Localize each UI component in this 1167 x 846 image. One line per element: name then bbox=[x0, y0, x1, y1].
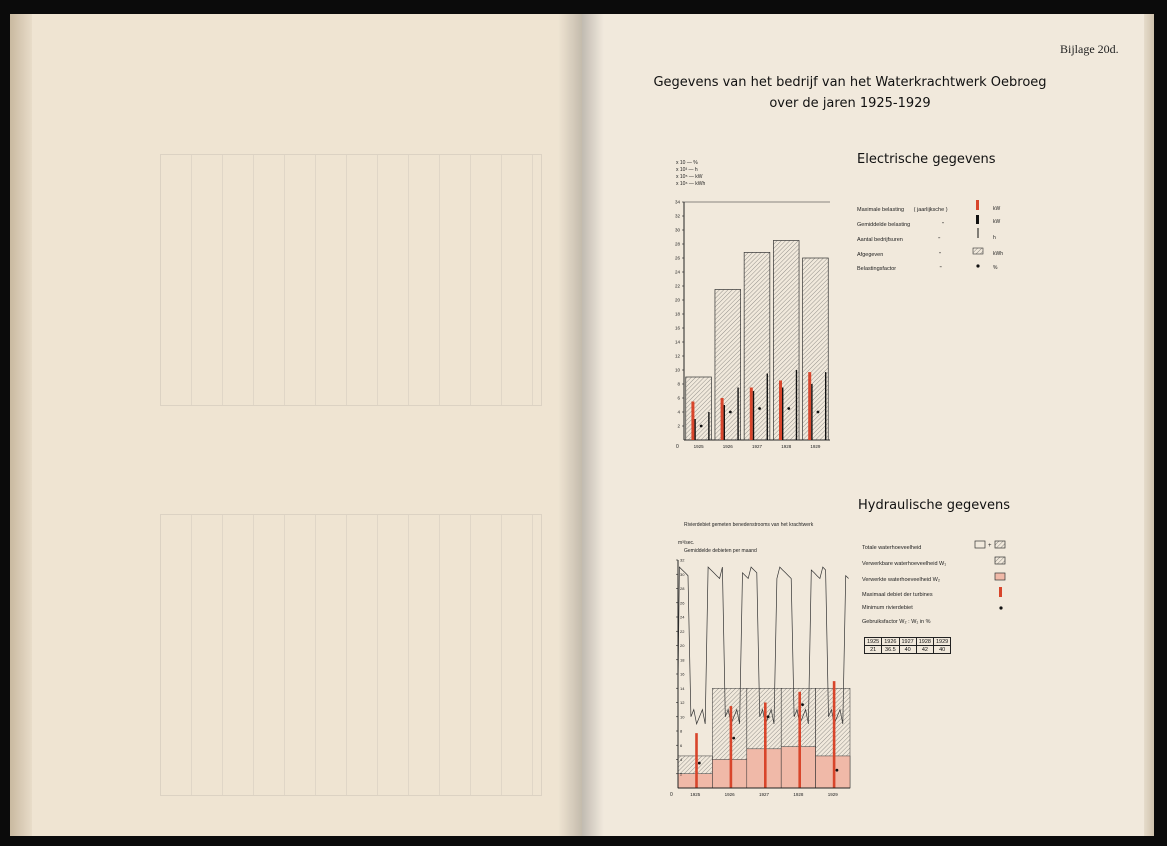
y-tick-label: 10 bbox=[674, 367, 680, 373]
table-cell: 40 bbox=[934, 646, 951, 654]
hydraulic-note-1: Rivierdebiet gemeten benedenstrooms van het krachtwerk bbox=[684, 522, 814, 528]
load-factor-point bbox=[729, 411, 732, 414]
unit-line: x 10⁵ — kW bbox=[676, 174, 703, 180]
y-tick-label: 28 bbox=[674, 241, 680, 247]
table-cell: 42 bbox=[916, 646, 933, 654]
y-tick-label: 26 bbox=[674, 255, 680, 261]
swatch-min-flow bbox=[999, 606, 1002, 609]
max-load-bar bbox=[808, 372, 811, 440]
table-cell: 1928 bbox=[916, 638, 933, 646]
legend-label: Verwerkbare waterhoeveelheid W₁ bbox=[862, 561, 947, 567]
swatch-avg-load bbox=[976, 215, 979, 224]
y-tick-label: 22 bbox=[680, 628, 685, 634]
legend-unit: kW bbox=[993, 206, 1001, 212]
avg-load-bar bbox=[694, 419, 695, 440]
legend-label: Aantal bedrijfsuren bbox=[857, 237, 903, 243]
page-label: Bijlage 20d. bbox=[1060, 42, 1119, 56]
delivered-bar bbox=[715, 290, 741, 441]
legend-label: Verwerkte waterhoeveelheid W₂ bbox=[862, 577, 940, 583]
y-tick-label: 8 bbox=[677, 381, 680, 387]
y-tick-label: 2 bbox=[677, 423, 680, 429]
hydraulic-heading: Hydraulische gegevens bbox=[858, 498, 1010, 513]
max-turbine-bar bbox=[833, 681, 836, 788]
legend-label: Minimum rivierdebiet bbox=[862, 605, 913, 611]
unit-line: x 10⁶ — kWh bbox=[676, 181, 706, 187]
load-factor-point bbox=[817, 411, 820, 414]
bleed-through-chart-top bbox=[160, 154, 542, 406]
max-turbine-bar bbox=[695, 733, 698, 788]
w2-band bbox=[816, 756, 850, 788]
swatch-max-turbine bbox=[999, 587, 1002, 597]
legend-unit: kWh bbox=[993, 251, 1003, 257]
x-tick-label: 1929 bbox=[810, 444, 821, 449]
legend-extra: " bbox=[939, 266, 942, 272]
x-tick-label: 1927 bbox=[751, 444, 763, 449]
x-tick-label: 1929 bbox=[827, 792, 838, 797]
unit-line: x 10³ — h bbox=[676, 167, 698, 173]
delivered-bar bbox=[773, 241, 799, 441]
avg-load-bar bbox=[724, 405, 725, 440]
x-tick-label: 1928 bbox=[781, 444, 792, 449]
bleed-through-chart-bottom bbox=[160, 514, 542, 796]
y-tick-label: 14 bbox=[680, 685, 685, 691]
y-tick-label: 12 bbox=[680, 700, 685, 705]
legend-extra: " bbox=[938, 237, 941, 243]
y-tick-label: 16 bbox=[674, 325, 680, 331]
table-cell: 1929 bbox=[934, 638, 951, 646]
swatch-w2 bbox=[995, 573, 1005, 580]
x-tick-label: 1927 bbox=[758, 792, 770, 797]
y-tick-label: 18 bbox=[674, 311, 680, 317]
delivered-bar bbox=[744, 252, 770, 440]
y-tick-label: 4 bbox=[680, 757, 683, 762]
x-tick-label: 1925 bbox=[690, 792, 701, 797]
table-cell: 1927 bbox=[899, 638, 916, 646]
w2-band bbox=[712, 760, 746, 789]
max-load-bar bbox=[750, 388, 753, 441]
legend-label: Belastingsfactor bbox=[857, 266, 897, 272]
min-flow-point bbox=[732, 737, 735, 740]
electric-legend-swatches bbox=[968, 198, 992, 278]
hydraulic-chart bbox=[664, 556, 860, 806]
legend-label: Gemiddelde belasting bbox=[857, 222, 911, 228]
unit-line: x 10 — % bbox=[676, 160, 698, 166]
y-tick-label: 20 bbox=[680, 643, 685, 648]
y-tick-label: 16 bbox=[680, 671, 685, 677]
title-line-1: Gegevens van het bedrijf van het Waterkrachtwerk Oebroeg bbox=[653, 75, 1047, 90]
usage-factor-table bbox=[864, 637, 951, 654]
max-turbine-bar bbox=[764, 703, 767, 789]
title-line-2: over de jaren 1925-1929 bbox=[769, 96, 931, 111]
left-page-edge bbox=[10, 14, 32, 836]
x-tick-label: 1928 bbox=[793, 792, 804, 797]
x-zero-label: 0 bbox=[676, 444, 679, 450]
legend-label: Maximaal debiet der turbines bbox=[862, 592, 933, 598]
y-tick-label: 20 bbox=[674, 297, 680, 303]
legend-label: Afgegeven bbox=[857, 252, 884, 258]
y-tick-label: 22 bbox=[674, 283, 680, 289]
y-tick-label: 24 bbox=[680, 614, 685, 620]
max-turbine-bar bbox=[798, 692, 801, 788]
load-factor-point bbox=[700, 425, 703, 428]
y-tick-label: 6 bbox=[677, 395, 680, 401]
y-tick-label: 24 bbox=[674, 269, 680, 275]
y-tick-label: 34 bbox=[674, 199, 680, 205]
y-tick-label: 10 bbox=[680, 714, 685, 720]
y-tick-label: 32 bbox=[680, 557, 685, 563]
min-flow-point bbox=[836, 769, 839, 772]
y-tick-label: 28 bbox=[680, 586, 685, 591]
right-page-edge bbox=[1144, 14, 1154, 836]
y-tick-label: 6 bbox=[680, 742, 683, 748]
table-cell: 21 bbox=[865, 646, 882, 654]
y-tick-label: 14 bbox=[674, 339, 680, 345]
hydraulic-unit: m³/sec. bbox=[678, 540, 695, 546]
left-page bbox=[10, 14, 582, 836]
load-factor-point bbox=[758, 407, 761, 410]
min-flow-point bbox=[801, 703, 804, 706]
y-tick-label: 26 bbox=[680, 600, 685, 606]
y-tick-label: 18 bbox=[680, 657, 685, 663]
swatch-delivered bbox=[973, 248, 983, 254]
y-tick-label: 12 bbox=[674, 353, 680, 359]
swatch-load-factor bbox=[976, 264, 979, 267]
legend-extra: " bbox=[941, 222, 944, 228]
min-flow-point bbox=[767, 715, 770, 718]
table-cell: 1926 bbox=[882, 638, 899, 646]
max-load-bar bbox=[721, 398, 724, 440]
swatch-total-hatched bbox=[995, 541, 1005, 548]
y-tick-label: 4 bbox=[677, 409, 680, 415]
x-tick-label: 1926 bbox=[722, 444, 733, 449]
legend-label: Gebruiksfactor W₂ : W₁ in % bbox=[862, 619, 931, 625]
legend-extra: " bbox=[938, 252, 941, 258]
legend-extra: ( jaarlijksche ) bbox=[913, 207, 948, 213]
left-gutter-shadow bbox=[558, 14, 582, 836]
avg-load-bar bbox=[782, 388, 783, 441]
max-load-bar bbox=[779, 381, 782, 441]
x-zero-label: 0 bbox=[670, 792, 673, 798]
table-cell: 36.5 bbox=[882, 646, 899, 654]
table-cell: 40 bbox=[899, 646, 916, 654]
max-load-bar bbox=[691, 402, 694, 441]
table-cell: 1925 bbox=[865, 638, 882, 646]
y-tick-label: 30 bbox=[674, 227, 680, 233]
delivered-bar bbox=[686, 377, 712, 440]
legend-unit: % bbox=[993, 265, 998, 271]
legend-unit: h bbox=[993, 235, 996, 241]
right-gutter-shadow bbox=[582, 14, 604, 836]
electric-heading: Electrische gegevens bbox=[857, 152, 996, 167]
electric-chart bbox=[662, 190, 840, 460]
avg-load-bar bbox=[811, 384, 812, 440]
y-tick-label: 32 bbox=[674, 213, 680, 219]
legend-unit: kW bbox=[993, 219, 1001, 225]
load-factor-point bbox=[787, 407, 790, 410]
max-turbine-bar bbox=[730, 706, 733, 788]
min-flow-point bbox=[698, 762, 701, 765]
swatch-plus: + bbox=[988, 543, 992, 549]
y-tick-label: 2 bbox=[680, 771, 683, 777]
delivered-bar bbox=[803, 258, 829, 440]
legend-label: Totale waterhoeveelheid bbox=[862, 545, 922, 551]
swatch-max-load bbox=[976, 200, 979, 210]
y-tick-label: 30 bbox=[680, 571, 685, 577]
x-tick-label: 1926 bbox=[724, 792, 735, 797]
hydraulic-legend-swatches bbox=[970, 540, 1020, 620]
hydraulic-note-2: Gemiddelde debieten per maand bbox=[684, 548, 757, 554]
avg-load-bar bbox=[753, 391, 754, 440]
x-tick-label: 1925 bbox=[693, 444, 704, 449]
legend-label: Maximale belasting bbox=[857, 207, 905, 213]
page-title bbox=[640, 72, 1060, 114]
y-tick-label: 8 bbox=[680, 728, 683, 734]
swatch-w1 bbox=[995, 557, 1005, 564]
swatch-total bbox=[975, 541, 985, 548]
